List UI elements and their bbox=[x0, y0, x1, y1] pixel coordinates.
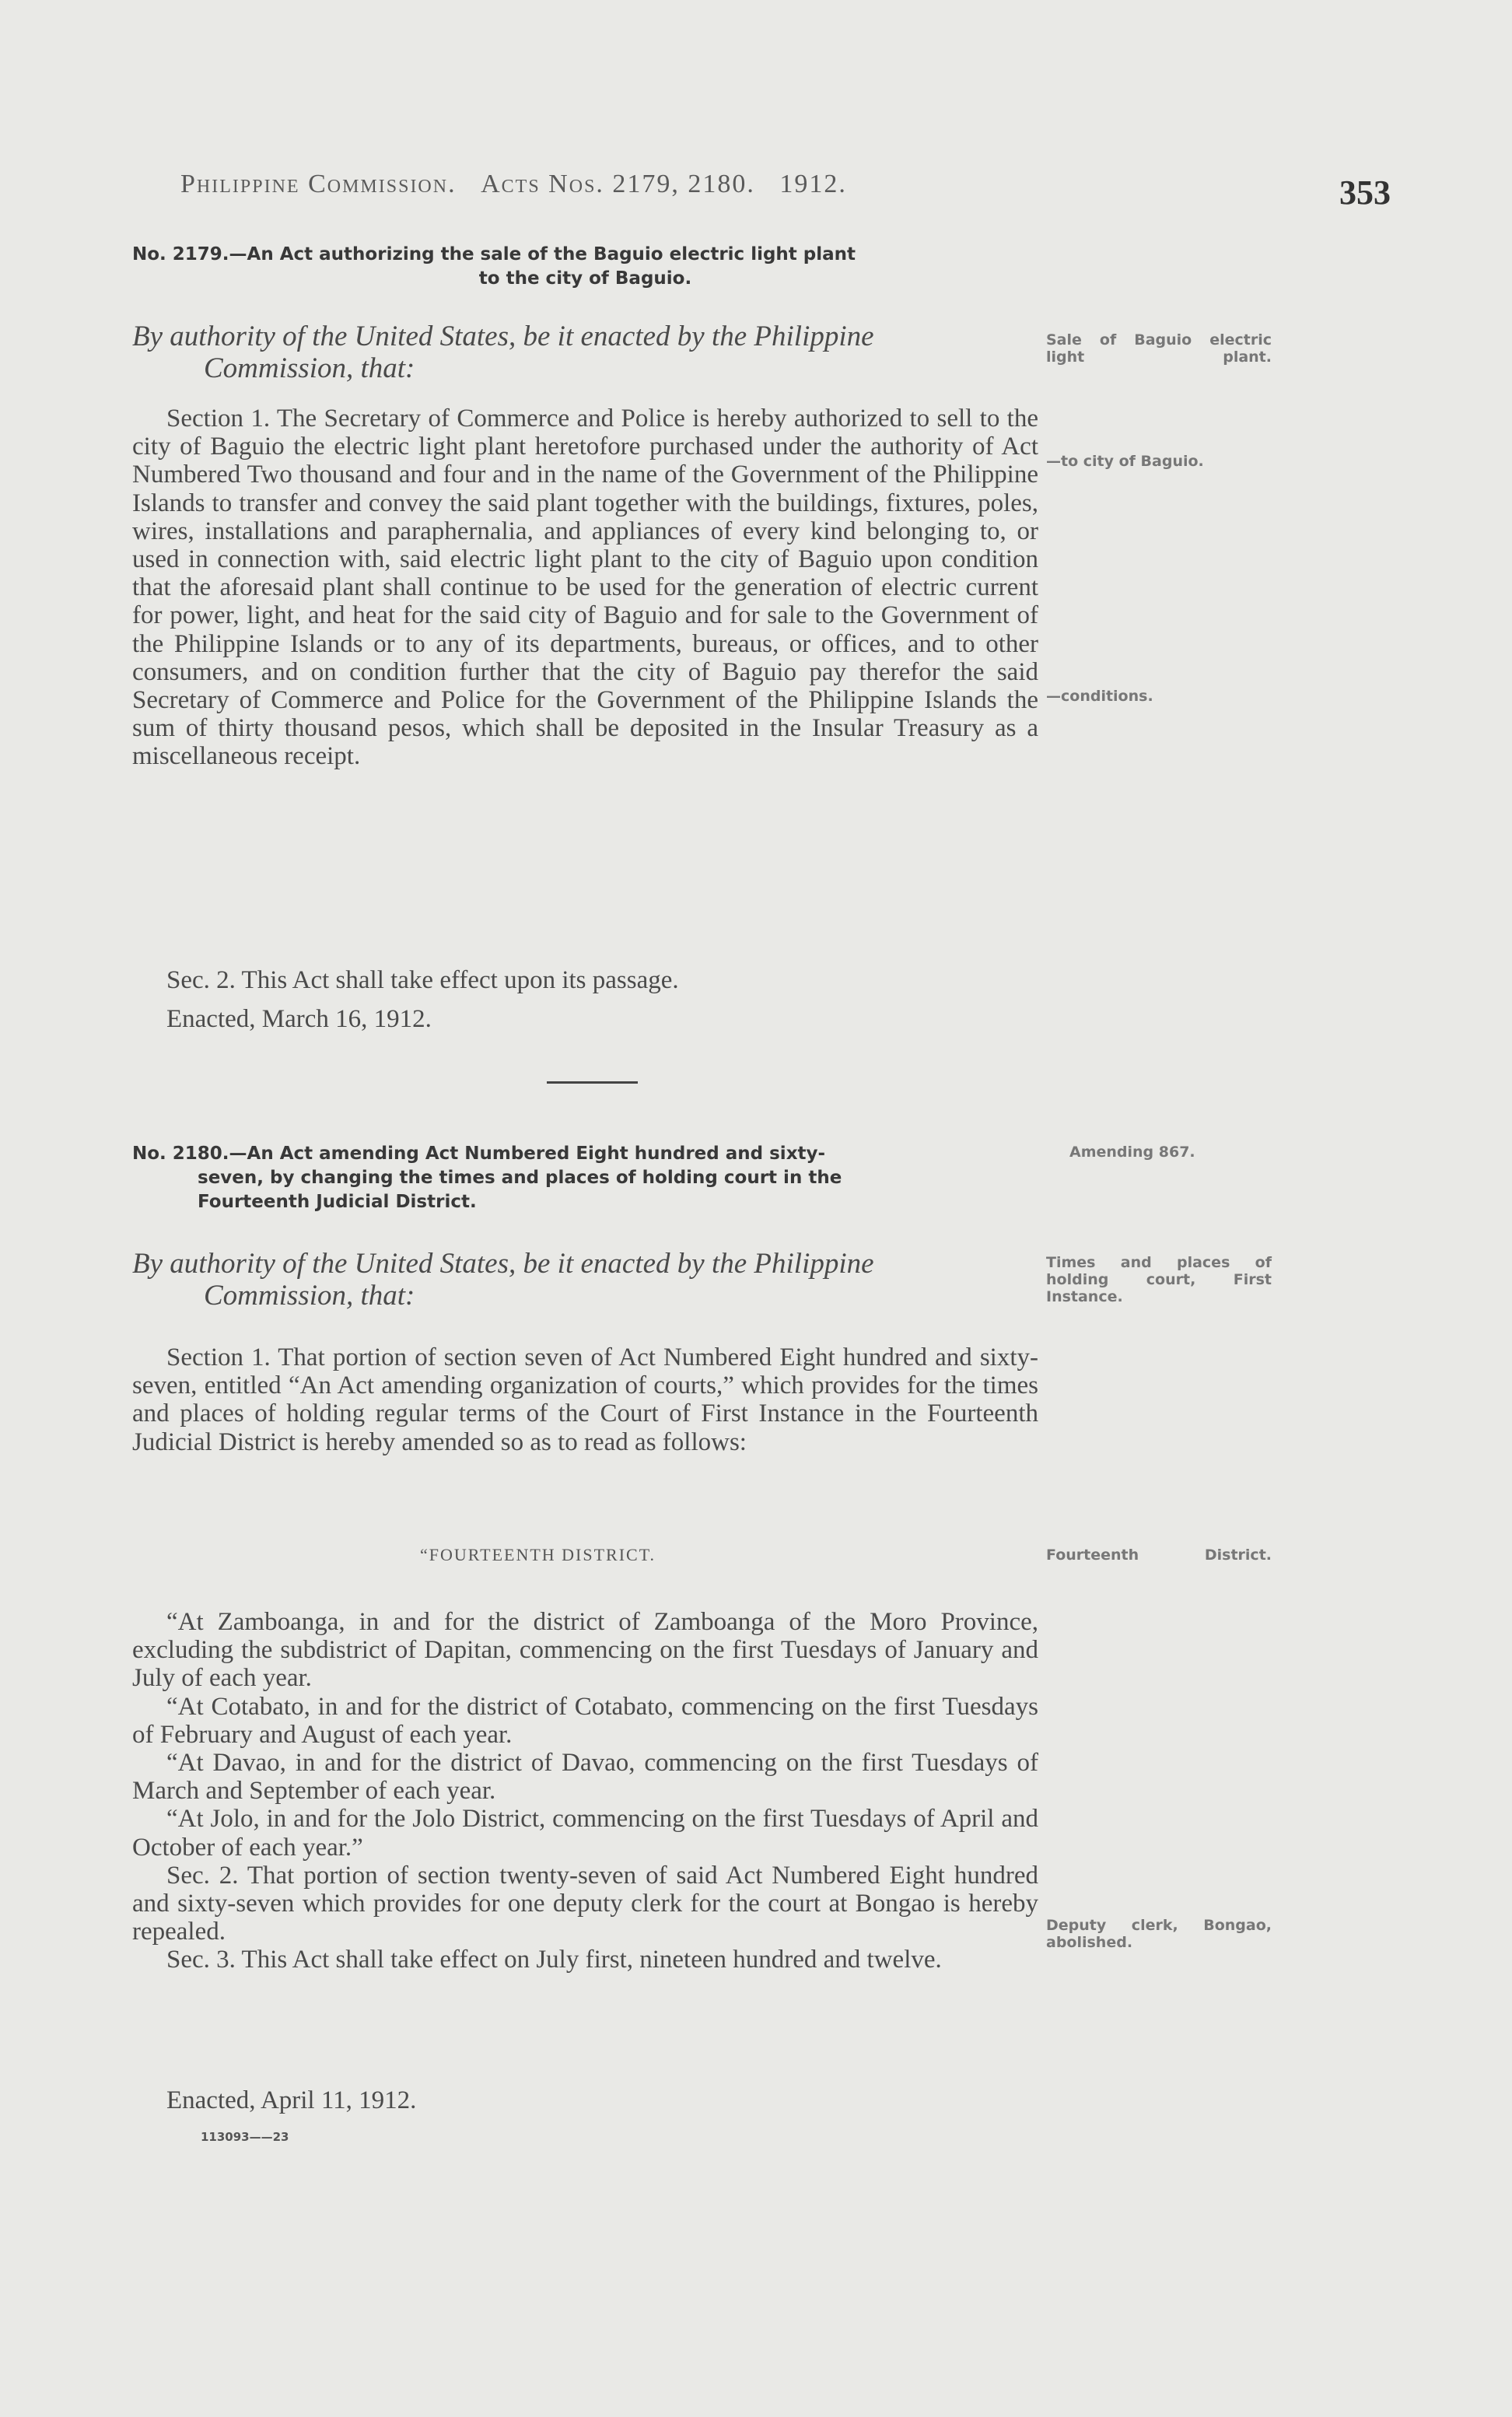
act-2179-title bbox=[132, 243, 1038, 291]
act-2179-section-2-text: Sec. 2. This Act shall take effect upon its passage. bbox=[166, 966, 679, 994]
act-2179-enacting-line1: By authority of the United States, be it enacted by the Philippine bbox=[132, 321, 874, 352]
act-2179-enacted-date: Enacted, March 16, 1912. bbox=[166, 1005, 432, 1033]
act-2179-enacting-clause bbox=[132, 321, 1038, 384]
running-head-year: 1912. bbox=[779, 170, 847, 198]
act-2180-section-3-text: Sec. 3. This Act shall take effect on July first, nineteen hundred and twelve. bbox=[166, 1946, 942, 1974]
act-2179-section-1 bbox=[132, 405, 1038, 771]
running-head-acts: Acts Nos. 2179, 2180. bbox=[481, 170, 755, 198]
act-2180-section-1 bbox=[132, 1343, 1038, 1456]
page-number: 353 bbox=[1339, 173, 1391, 212]
printer-code: 113093——23 bbox=[201, 2130, 289, 2144]
act-2179-section-2 bbox=[132, 966, 1038, 994]
margin-note-deputy-clerk: Deputy clerk, Bongao, abolished. bbox=[1046, 1917, 1272, 1951]
margin-note-fourteenth: Fourteenth District. bbox=[1046, 1547, 1272, 1564]
act-2180-enacting-line1: By authority of the United States, be it enacted by the Philippine bbox=[132, 1248, 874, 1280]
section-divider-rule bbox=[547, 1081, 638, 1084]
running-head-commission: Philippine Commission. bbox=[180, 170, 457, 198]
margin-note-conditions: —conditions. bbox=[1046, 688, 1153, 705]
margin-note-times-places: Times and places of holding court, First Instance. bbox=[1046, 1254, 1272, 1305]
act-2180-enacting-line2: Commission, that: bbox=[204, 1280, 415, 1312]
act-2180-enacted-date: Enacted, April 11, 1912. bbox=[166, 2086, 417, 2114]
paragraph-zamboanga: “At Zamboanga, in and for the district of Zamboanga of the Moro Province, excluding the subdistrict of Dapitan, commencing on the first Tuesdays of January and July of each year. bbox=[132, 1608, 1038, 1693]
act-2179-enacting-line2: Commission, that: bbox=[204, 352, 415, 384]
paragraph-davao: “At Davao, in and for the district of Davao, commencing on the first Tuesdays of March and September of each year. bbox=[132, 1749, 1038, 1806]
act-2180-title-line3: Fourteenth Judicial District. bbox=[198, 1192, 477, 1212]
paragraph-jolo: “At Jolo, in and for the Jolo District, commencing on the first Tuesdays of April and October of each year.” bbox=[132, 1805, 1038, 1862]
margin-note-amending: Amending 867. bbox=[1069, 1144, 1195, 1161]
margin-note-sale: Sale of Baguio electric light plant. bbox=[1046, 331, 1272, 366]
running-head bbox=[180, 170, 989, 199]
paragraph-cotabato: “At Cotabato, in and for the district of Cotabato, commencing on the first Tuesdays of February and August of each year. bbox=[132, 1692, 1038, 1749]
act-2180-district-schedule bbox=[132, 1608, 1038, 1974]
act-2180-title bbox=[132, 1142, 1038, 1214]
margin-note-to-city: —to city of Baguio. bbox=[1046, 453, 1204, 470]
act-2179-title-line2: to the city of Baguio. bbox=[478, 268, 692, 289]
act-2180-section-1-text: Section 1. That portion of section seven of Act Numbered Eight hundred and sixty-seven, entitled “An Act amending organization of courts,” which provides for the times and places of holding regular terms of the Court of First Instance in the Fourteenth Judicial District is hereby amended so as to read as follows: bbox=[132, 1343, 1038, 1456]
act-2179-section-1-text: Section 1. The Secretary of Commerce and Police is hereby authorized to sell to the city of Baguio the electric light plant heretofore purchased under the authority of Act Numbered Two thousand and four and in the name of the Government of the Philippine Islands to transfer and convey the said plant together with the buildings, fixtures, poles, wires, installations and paraphernalia, and appliances of every kind belonging to, or used in connection with, said electric light plant to the city of Baguio upon condition that the aforesaid plant shall continue to be used for the generation of electric current for power, light, and heat for the said city of Baguio and for sale to the Government of the Philippine Islands or to any of its departments, bureaus, or offices, and to other consumers, and on condition further that the city of Baguio pay therefor the said Secretary of Commerce and Police for the Government of the Philippine Islands the sum of thirty thousand pesos, which shall be deposited in the Insular Treasury as a miscellaneous receipt. bbox=[132, 405, 1038, 771]
act-2180-section-2-text: Sec. 2. That portion of section twenty-seven of said Act Numbered Eight hundred and sixty-seven which provides for one deputy clerk for the court at Bongao is hereby repealed. bbox=[132, 1861, 1038, 1946]
act-2180-enacting-clause bbox=[132, 1248, 1038, 1312]
act-2179-title-line1: No. 2179.—An Act authorizing the sale of the Baguio electric light plant bbox=[132, 244, 856, 264]
act-2180-title-line2: seven, by changing the times and places of holding court in the bbox=[198, 1168, 842, 1188]
act-2180-title-line1: No. 2180.—An Act amending Act Numbered Eight hundred and sixty- bbox=[132, 1144, 826, 1164]
district-heading: “FOURTEENTH DISTRICT. bbox=[420, 1545, 656, 1564]
